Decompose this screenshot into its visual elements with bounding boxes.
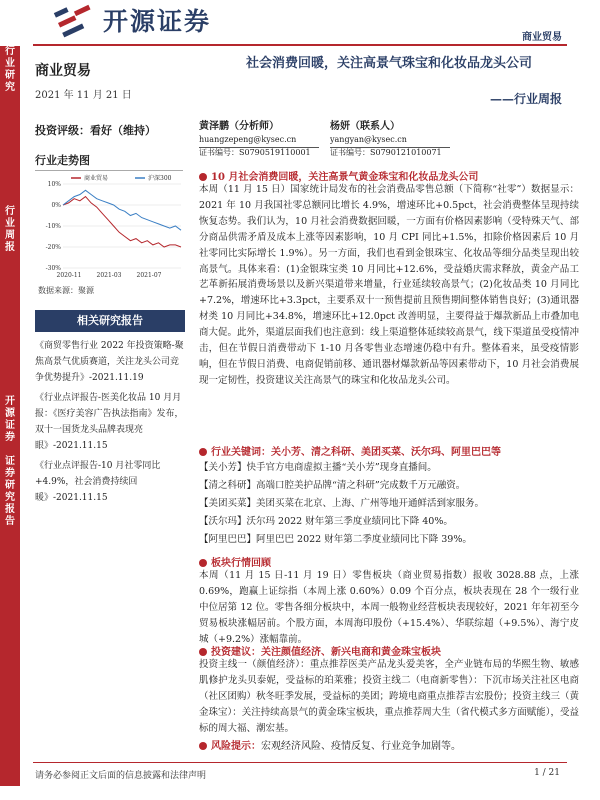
- section-heading: 板块行情回顾: [199, 554, 271, 569]
- side-label-kysec: 开源证券: [5, 396, 15, 443]
- series-line-commerce: [63, 197, 181, 247]
- section-heading: 10 月社会消费回暖，关注高景气黄金珠宝和化妆品龙头公司: [199, 168, 478, 183]
- side-bar: [0, 46, 20, 786]
- news-item: 【清之科研】高端口腔美护品牌“清之科研”完成数千万元融资。: [199, 480, 466, 491]
- report-subtitle: ——行业周报: [489, 92, 562, 106]
- bullet-icon: [199, 448, 207, 456]
- trend-chart-title: 行业走势图: [35, 154, 90, 167]
- header-category-tag: 商业贸易: [522, 32, 562, 43]
- section-body: 本周（11 月 15 日-11 月 19 日）零售板块（商业贸易指数）报收 3028.88 点，上涨 0.69%，跑赢上证综指（本周上涨 0.60%）0.09 个百分点，板块表现在 28 个一级行业中位居第 12 位。零售各细分板块中，本周一般物业经营板块表现较好，2021 年年初至今贸易板块涨幅居前。个股方面，本周海印股份（+15.4%）、华联综超（+9.5%）、海宁皮城（+9.2%）涨幅靠前。: [199, 570, 579, 645]
- page-number: 1 / 21: [534, 768, 560, 778]
- related-reports-heading: 相关研究报告: [35, 310, 185, 332]
- footer-disclaimer: 请务必参阅正文后面的信息披露和法律声明: [35, 771, 207, 781]
- contact-email[interactable]: yangyan@kysec.cn: [330, 135, 407, 144]
- page-header: [0, 0, 600, 46]
- section-heading: 行业关键词：关小芳、清之科研、美团买菜、沃尔玛、阿里巴巴等: [199, 443, 501, 458]
- left-column: [35, 50, 195, 101]
- y-tick-label: 10%: [47, 181, 61, 188]
- analyst-email[interactable]: huangzepeng@kysec.cn: [199, 135, 297, 144]
- y-tick-label: -30%: [45, 265, 61, 272]
- related-reports-list: [35, 338, 185, 510]
- contact-name: 杨妍（联系人）: [330, 121, 400, 132]
- analyst-divider: [199, 147, 319, 148]
- header-divider: [33, 44, 567, 46]
- chart-divider: [35, 170, 183, 171]
- logo-text: 开源证券: [103, 7, 212, 36]
- side-label-weekly: 行业周报: [5, 206, 15, 253]
- news-item: 【美团买菜】美团买菜在北京、上海、广州等地开通鲜活到家服务。: [199, 498, 485, 509]
- kysec-logo-icon: [52, 4, 100, 38]
- y-tick-label: -10%: [45, 223, 61, 230]
- related-report-item[interactable]: 《行业点评报告-10 月社零同比+4.9%，社会消费持续回暖》-2021.11.15: [35, 461, 161, 503]
- section-heading: 投资建议：关注颜值经济、新兴电商和黄金珠宝板块: [199, 643, 441, 658]
- analyst-name: 黄泽鹏（分析师）: [199, 121, 279, 132]
- analyst-cert: 证书编号：S0790519110001: [199, 148, 311, 157]
- side-label-industry-research: 行业研究: [5, 46, 15, 93]
- industry-category: 商业贸易: [35, 63, 91, 79]
- analyst-block-2: [330, 120, 442, 159]
- contact-cert: 证书编号：S0790121010071: [330, 148, 442, 157]
- investment-rating: 投资评级：看好（维持）: [35, 124, 156, 137]
- data-source: 数据来源：聚源: [38, 286, 94, 295]
- y-tick-label: 0%: [51, 202, 61, 209]
- bullet-icon: [199, 173, 207, 181]
- trend-chart: [35, 172, 185, 282]
- report-title: 社会消费回暖，关注高景气珠宝和化妆品龙头公司: [245, 56, 532, 71]
- x-tick-label: 2020-11: [56, 272, 82, 279]
- related-report-item[interactable]: 《行业点评报告-医美化妆品 10 月月报：《医疗美容广告执法指南》发布，双十一国货龙头品牌表现亮眼》-2021.11.15: [35, 393, 184, 451]
- legend-label: 商业贸易: [84, 175, 109, 182]
- footer-divider: [33, 762, 567, 763]
- related-report-item[interactable]: 《商贸零售行业 2022 年投资策略-聚焦高景气优质赛道，关注龙头公司竞争优势提升》-2021.11.19: [35, 341, 184, 383]
- legend-label: 沪深300: [148, 175, 172, 182]
- series-line-hs300: [63, 190, 181, 230]
- x-tick-label: 2021-07: [136, 272, 162, 279]
- y-tick-label: -20%: [45, 244, 61, 251]
- analyst-block-1: [199, 120, 311, 159]
- section-body: 本周（11 月 15 日）国家统计局发布的社会消费品零售总额（下简称“社零”）数据显示：2021 年 10 月我国社零总额同比增长 4.9%，增速环比+0.5pct，社会消费整体呈现持续恢复态势。我们认为，10 月社会消费数据回暖，一方面有价格因素影响（受特殊天气、部分商品供需矛盾及成本上涨等因素影响，10 月 CPI 同比+1.5%，扣除价格因素后 10 月社零同比实际增长 1.9%）。另一方面，我们也看到金银珠宝、化妆品等细分品类呈现出较高景气。具体来看：(1)金银珠宝类 10 月同比+12.6%，受益婚庆需求释放，黄金产品工艺革新拓展消费场景以及新兴渠道带来增量，行业延续较高景气；(2)化妆品类 10 月同比+7.2%，增速环比+3.3pct，主要系双十一预售提前且预售期间整体销售良好；(3)通讯器材类 10 月同比+34.8%，增速环比+12.0pct 改善明显，主要得益于爆款新品上市叠加电商大促。此外，渠道层面我们也注意到：线上渠道整体延续较高景气，线下渠道虽受疫情冲击，但在节假日消费带动下 1-10 月各零售业态增速仍稳中有升。整体看来，虽受疫情影响，但在节假日消费、电商促销前移、通讯器材爆款新品等因素带动下，10 月社会消费展现一定韧性，投资建议关注高景气的珠宝和化妆品龙头公司。: [199, 184, 580, 386]
- news-item: 【阿里巴巴】阿里巴巴 2022 财年第二季度业绩同比下降 39%。: [199, 534, 472, 545]
- bullet-icon: [199, 648, 207, 656]
- bullet-icon: [199, 742, 207, 750]
- side-label-report: 证券研究报告: [5, 456, 15, 527]
- news-item: 【关小芳】快手官方电商虚拟主播“关小芳”现身直播间。: [199, 462, 437, 473]
- x-tick-label: 2021-03: [96, 272, 122, 279]
- report-date: 2021 年 11 月 21 日: [35, 90, 132, 101]
- section-body: 投资主线一（颜值经济）：重点推荐医美产品龙头爱美客，全产业链布局的华熙生物、敏感肌修护龙头贝泰妮，受益标的珀莱雅；投资主线二（电商新零售）：下沉市场关注社区电商（社区团购）秋冬旺季发展，受益标的美团；跨境电商重点推荐吉宏股份；投资主线三（黄金珠宝）：关注持续高景气的黄金珠宝板块，重点推荐周大生（省代模式多方面赋能），受益标的周大福、潮宏基。: [199, 659, 580, 734]
- bullet-icon: [199, 559, 207, 567]
- risk-text: 宏观经济风险、疫情反复、行业竞争加剧等。: [261, 741, 461, 752]
- risk-heading: 风险提示：宏观经济风险、疫情反复、行业竞争加剧等。: [199, 737, 461, 752]
- contact-divider: [330, 147, 450, 148]
- news-item: 【沃尔玛】沃尔玛 2022 财年第三季度业绩同比下降 40%。: [199, 516, 453, 527]
